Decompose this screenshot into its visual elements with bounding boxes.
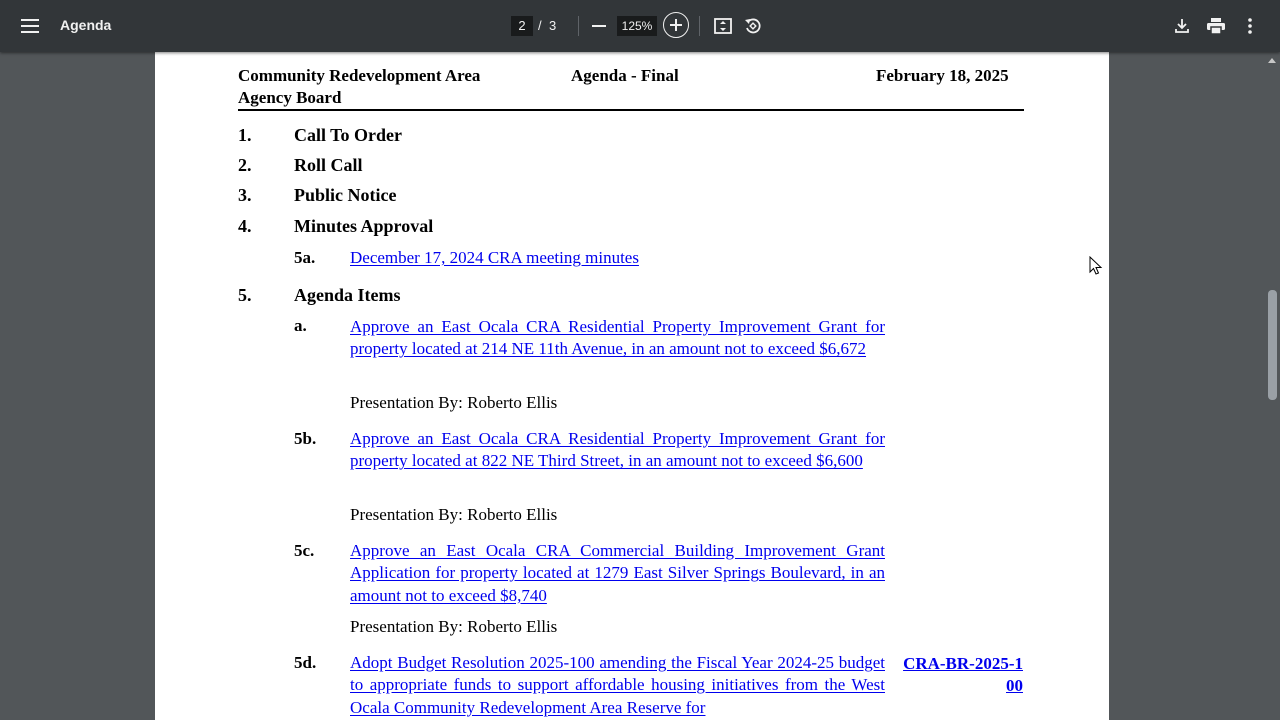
document-viewer[interactable] (0, 52, 1280, 720)
header-center: Agenda - Final (571, 66, 679, 85)
toolbar-divider (699, 16, 700, 36)
file-number-line: CRA-BR-2025-1 (903, 654, 1023, 673)
file-number-link[interactable] (885, 653, 1023, 697)
print-icon[interactable] (1203, 13, 1229, 39)
header-left-line1: Community Redevelopment Area (238, 66, 481, 85)
agenda-item-link[interactable]: Approve an East Ocala CRA Residential Property Improvement Grant for property located at 214 NE 11th Avenue, in an amount not to exceed $6,672 (350, 317, 885, 359)
scroll-up-icon[interactable] (1268, 58, 1276, 63)
section-title: Roll Call (294, 155, 363, 175)
agenda-item-link[interactable]: Approve an East Ocala CRA Residential Property Improvement Grant for property located at 822 NE Third Street, in an amount not to exceed $6,600 (350, 429, 885, 471)
section-title: Call To Order (294, 125, 403, 145)
section-number: 2. (238, 155, 252, 175)
section-title: Public Notice (294, 185, 397, 205)
minutes-link[interactable]: December 17, 2024 CRA meeting minutes (350, 248, 639, 267)
total-pages: 3 (549, 18, 557, 33)
section-title: Minutes Approval (294, 216, 434, 236)
section-title: Agenda Items (294, 285, 401, 305)
fit-page-icon[interactable] (710, 13, 736, 39)
section-number: 3. (238, 185, 252, 205)
header-date: February 18, 2025 (876, 66, 1009, 85)
zoom-out-icon[interactable] (586, 13, 612, 39)
item-label: 5c. (294, 541, 315, 560)
file-number-line: 00 (1006, 676, 1023, 695)
header-rule (238, 109, 1024, 111)
rotate-icon[interactable] (740, 13, 766, 39)
menu-icon[interactable] (17, 13, 43, 39)
pdf-page (155, 52, 1109, 720)
zoom-in-icon[interactable] (663, 12, 689, 38)
download-icon[interactable] (1169, 13, 1195, 39)
page-number-input[interactable] (511, 16, 533, 36)
header-left-line2: Agency Board (238, 88, 342, 107)
page-separator: / (538, 18, 542, 33)
agenda-item-link[interactable]: Adopt Budget Resolution 2025-100 amending the Fiscal Year 2024-25 budget to appropriate funds to support affordable housing initiatives from the West Ocala Community Redevelopment Area Reserve for (350, 653, 885, 717)
item-label: 5a. (294, 248, 316, 267)
pdf-toolbar (0, 0, 1280, 52)
section-number: 5. (238, 285, 252, 305)
section-number: 1. (238, 125, 252, 145)
more-options-icon[interactable] (1237, 13, 1263, 39)
mouse-cursor-icon (1089, 256, 1103, 276)
agenda-item-link[interactable]: Approve an East Ocala CRA Commercial Building Improvement Grant Application for property located at 1279 East Silver Springs Boulevard, in an amount not to exceed $8,740 (350, 541, 885, 605)
document-title: Agenda (60, 17, 112, 33)
vertical-scrollbar[interactable] (1265, 52, 1280, 720)
scrollbar-thumb[interactable] (1268, 290, 1277, 400)
item-label: a. (294, 316, 307, 335)
item-label: 5d. (294, 653, 317, 672)
presenter: Presentation By: Roberto Ellis (350, 617, 558, 636)
section-number: 4. (238, 216, 252, 236)
presenter: Presentation By: Roberto Ellis (350, 505, 558, 524)
toolbar-divider (578, 16, 579, 36)
zoom-input[interactable] (617, 16, 657, 36)
item-label: 5b. (294, 429, 317, 448)
presenter: Presentation By: Roberto Ellis (350, 393, 558, 412)
